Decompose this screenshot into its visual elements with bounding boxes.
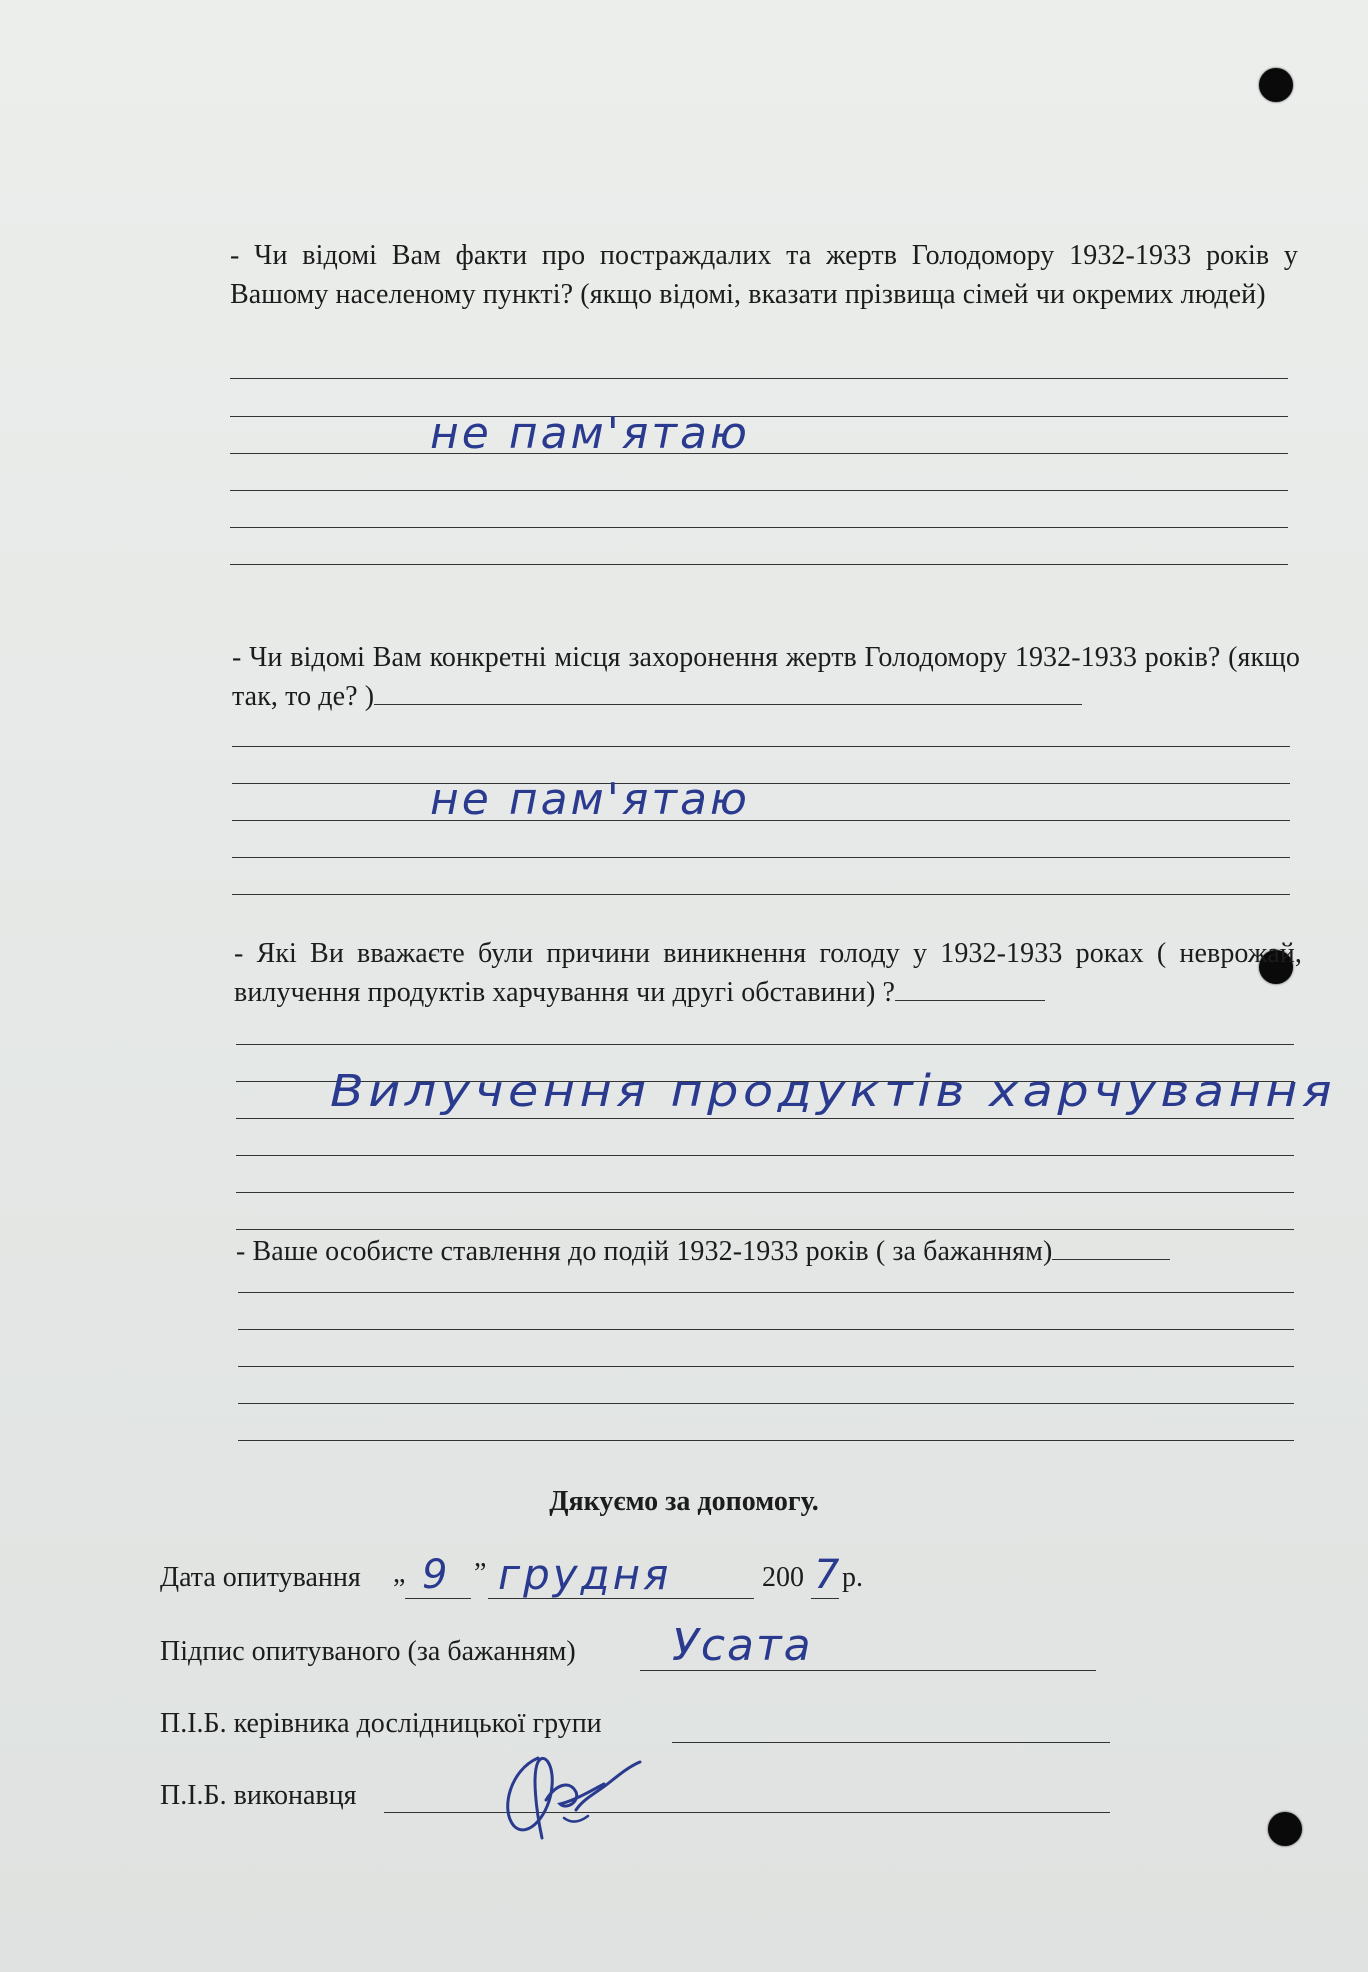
answer-line: [232, 894, 1290, 895]
answer-line: [230, 378, 1288, 379]
punch-hole-bottom: [1268, 1812, 1302, 1846]
date-day-value[interactable]: 9: [422, 1552, 451, 1598]
date-open-quote: „: [393, 1558, 406, 1589]
signature-value[interactable]: Усата: [672, 1620, 813, 1671]
leader-blank[interactable]: [672, 1742, 1110, 1743]
answer-line: [230, 416, 1288, 417]
answer-line: [230, 490, 1288, 491]
answer-blank[interactable]: [1052, 1233, 1170, 1260]
answer-line: [232, 746, 1290, 747]
answer-line: [236, 1155, 1294, 1156]
question-2-answer[interactable]: не пам'ятаю: [430, 774, 750, 825]
date-day-blank: [405, 1598, 471, 1599]
question-3-text: [234, 934, 1302, 1012]
question-3-answer[interactable]: Вилучення продуктів харчування: [330, 1066, 1337, 1117]
answer-line: [230, 527, 1288, 528]
answer-line: [236, 1044, 1294, 1045]
year-prefix: 200: [762, 1562, 804, 1593]
punch-hole-top: [1259, 68, 1293, 102]
answer-line: [238, 1292, 1294, 1293]
signature-label: Підпис опитуваного (за бажанням): [160, 1636, 576, 1667]
answer-line: [230, 564, 1288, 565]
answer-line: [230, 453, 1288, 454]
question-1-answer[interactable]: не пам'ятаю: [430, 408, 750, 459]
leader-label: П.І.Б. керівника дослідницької групи: [160, 1708, 602, 1739]
question-4-text: [236, 1232, 1316, 1271]
question-2-text: [232, 638, 1300, 716]
answer-line: [232, 857, 1290, 858]
executor-label: П.І.Б. виконавця: [160, 1780, 357, 1811]
question-4-label: - Ваше особисте ставлення до подій 1932-1933 років ( за бажанням): [236, 1236, 1053, 1267]
date-label: Дата опитування: [160, 1562, 361, 1593]
year-digit-value[interactable]: 7: [814, 1552, 843, 1598]
date-month-value[interactable]: грудня: [498, 1550, 672, 1599]
answer-line: [236, 1192, 1294, 1193]
answer-line: [238, 1329, 1294, 1330]
thanks-heading: Дякуємо за допомогу.: [549, 1486, 819, 1517]
question-3-label: - Які Ви вважаєте були причини виникнення голоду у 1932-1933 роках ( неврожай, вилучення продуктів харчування чи другі обставини) ?: [234, 938, 1302, 1008]
answer-line: [232, 783, 1290, 784]
answer-line: [236, 1118, 1294, 1119]
question-1-text: - Чи відомі Вам факти про постраждалих та жертв Голодомору 1932-1933 років у Вашому населеному пункті? (якщо відомі, вказати прізвища сімей чи окремих людей): [230, 240, 1298, 310]
answer-line: [238, 1440, 1294, 1441]
answer-line: [232, 820, 1290, 821]
answer-line: [238, 1366, 1294, 1367]
question-2-label: - Чи відомі Вам конкретні місця захоронення жертв Голодомору 1932-1933 років? (якщо так, то де? ): [232, 642, 1300, 712]
executor-signature: [480, 1740, 660, 1850]
year-suffix: р.: [842, 1562, 863, 1593]
answer-line: [238, 1403, 1294, 1404]
answer-line: [236, 1229, 1294, 1230]
year-digit-blank: [811, 1598, 839, 1599]
date-close-quote: ”: [474, 1558, 487, 1589]
answer-blank[interactable]: [374, 678, 1082, 705]
answer-blank[interactable]: [895, 974, 1045, 1001]
